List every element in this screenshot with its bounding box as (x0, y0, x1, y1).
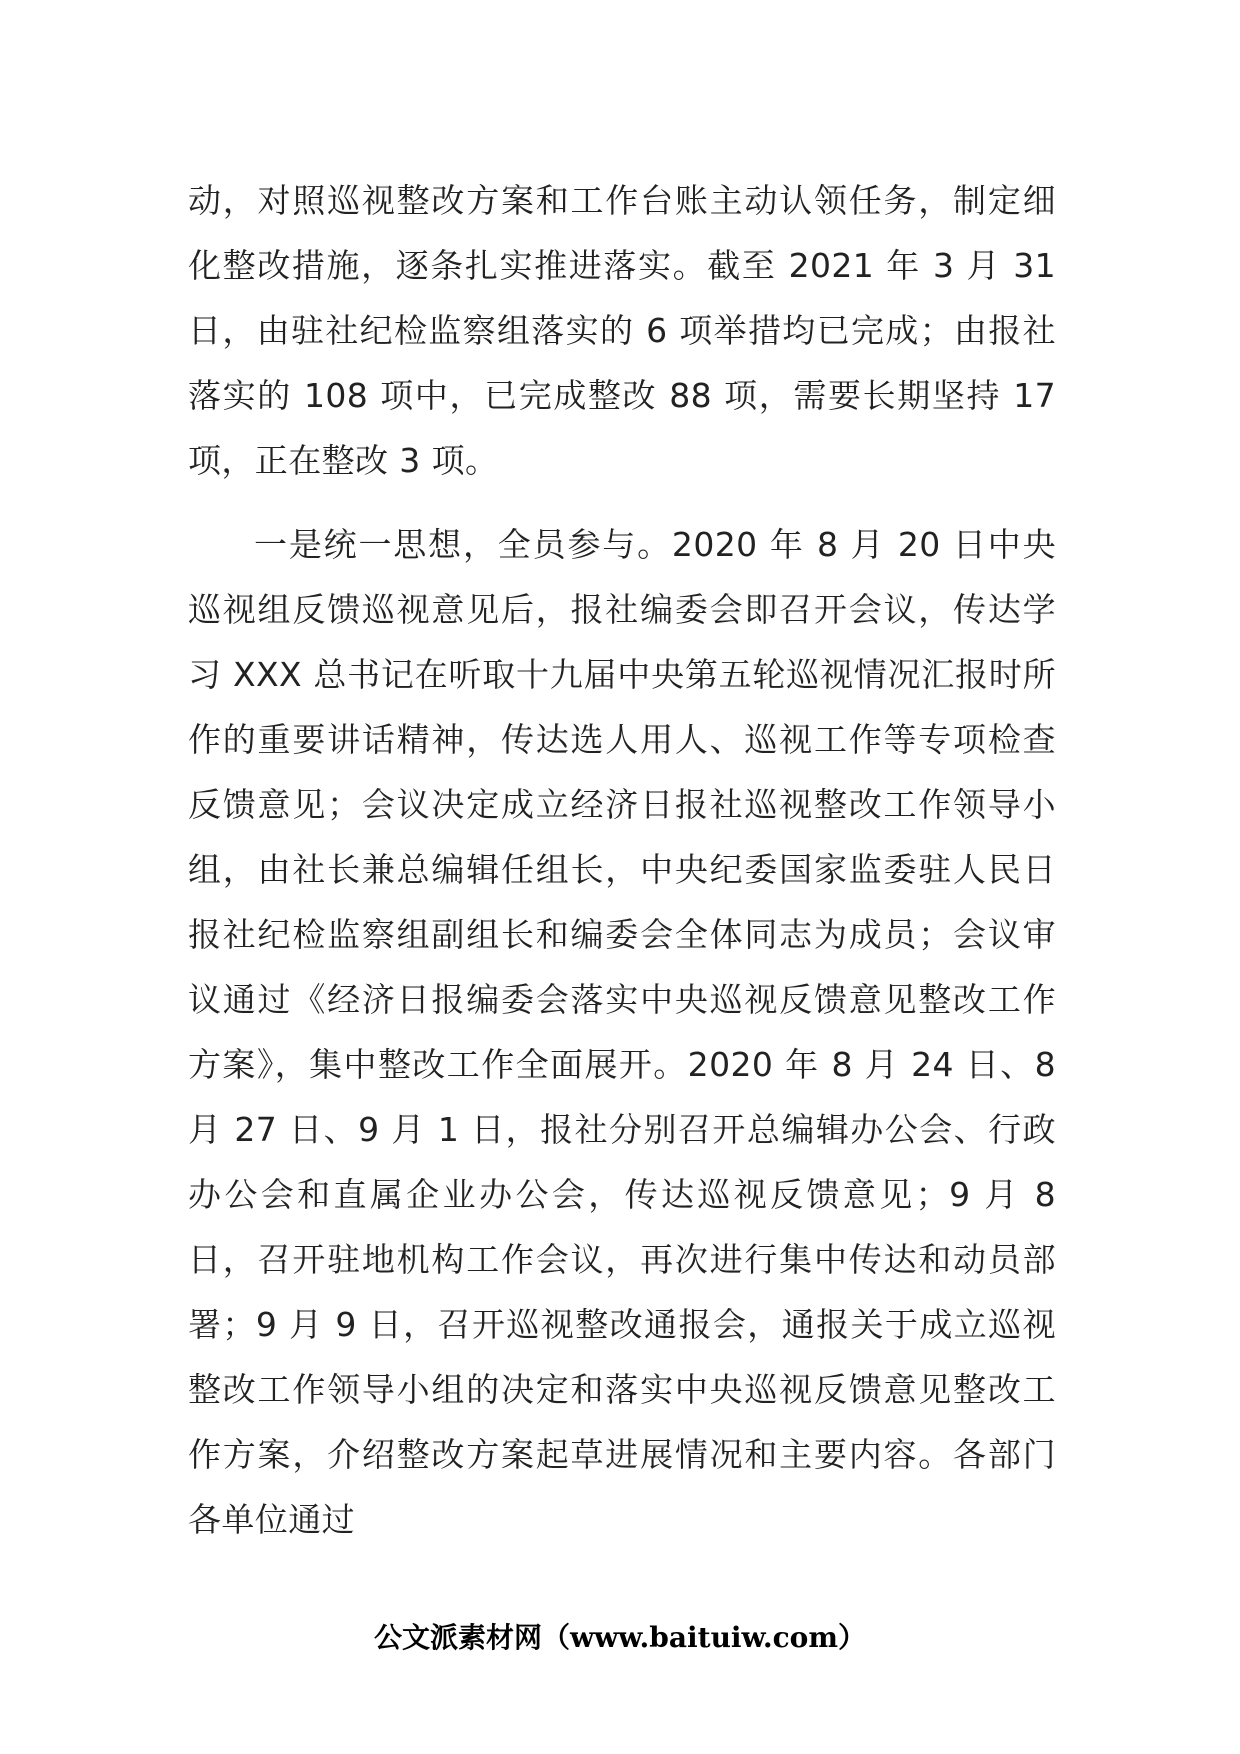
footer-watermark: 公文派素材网（www.baituiw.com） (374, 1621, 866, 1654)
paragraph-2: 一是统一思想，全员参与。2020 年 8 月 20 日中央巡视组反馈巡视意见后，报社编委会即召开会议，传达学习 XXX 总书记在听取十九届中央第五轮巡视情况汇报时所作的重要讲话精神，传达选人用人、巡视工作等专项检查反馈意见；会议决定成立经济日报社巡视整改工作领导小组，由社长兼总编辑任组长，中央纪委国家监委驻人民日报社纪检监察组副组长和编委会全体同志为成员；会议审议通过《经济日报编委会落实中央巡视反馈意见整改工作方案》，集中整改工作全面展开。2020 年 8 月 24 日、8 月 27 日、9 月 1 日，报社分别召开总编辑办公会、行政办公会和直属企业办公会，传达巡视反馈意见；9 月 8 日，召开驻地机构工作会议，再次进行集中传达和动员部署；9 月 9 日，召开巡视整改通报会，通报关于成立巡视整改工作领导小组的决定和落实中央巡视反馈意见整改工作方案，介绍整改方案起草进展情况和主要内容。各部门各单位通过 (188, 525, 1056, 1539)
paragraph-1: 动，对照巡视整改方案和工作台账主动认领任务，制定细化整改措施，逐条扎实推进落实。截至 2021 年 3 月 31 日，由驻社纪检监察组落实的 6 项举措均已完成；由报社落实的 108 项中，已完成整改 88 项，需要长期坚持 17 项，正在整改 3 项。 (188, 181, 1056, 480)
document-body (188, 168, 1056, 1571)
